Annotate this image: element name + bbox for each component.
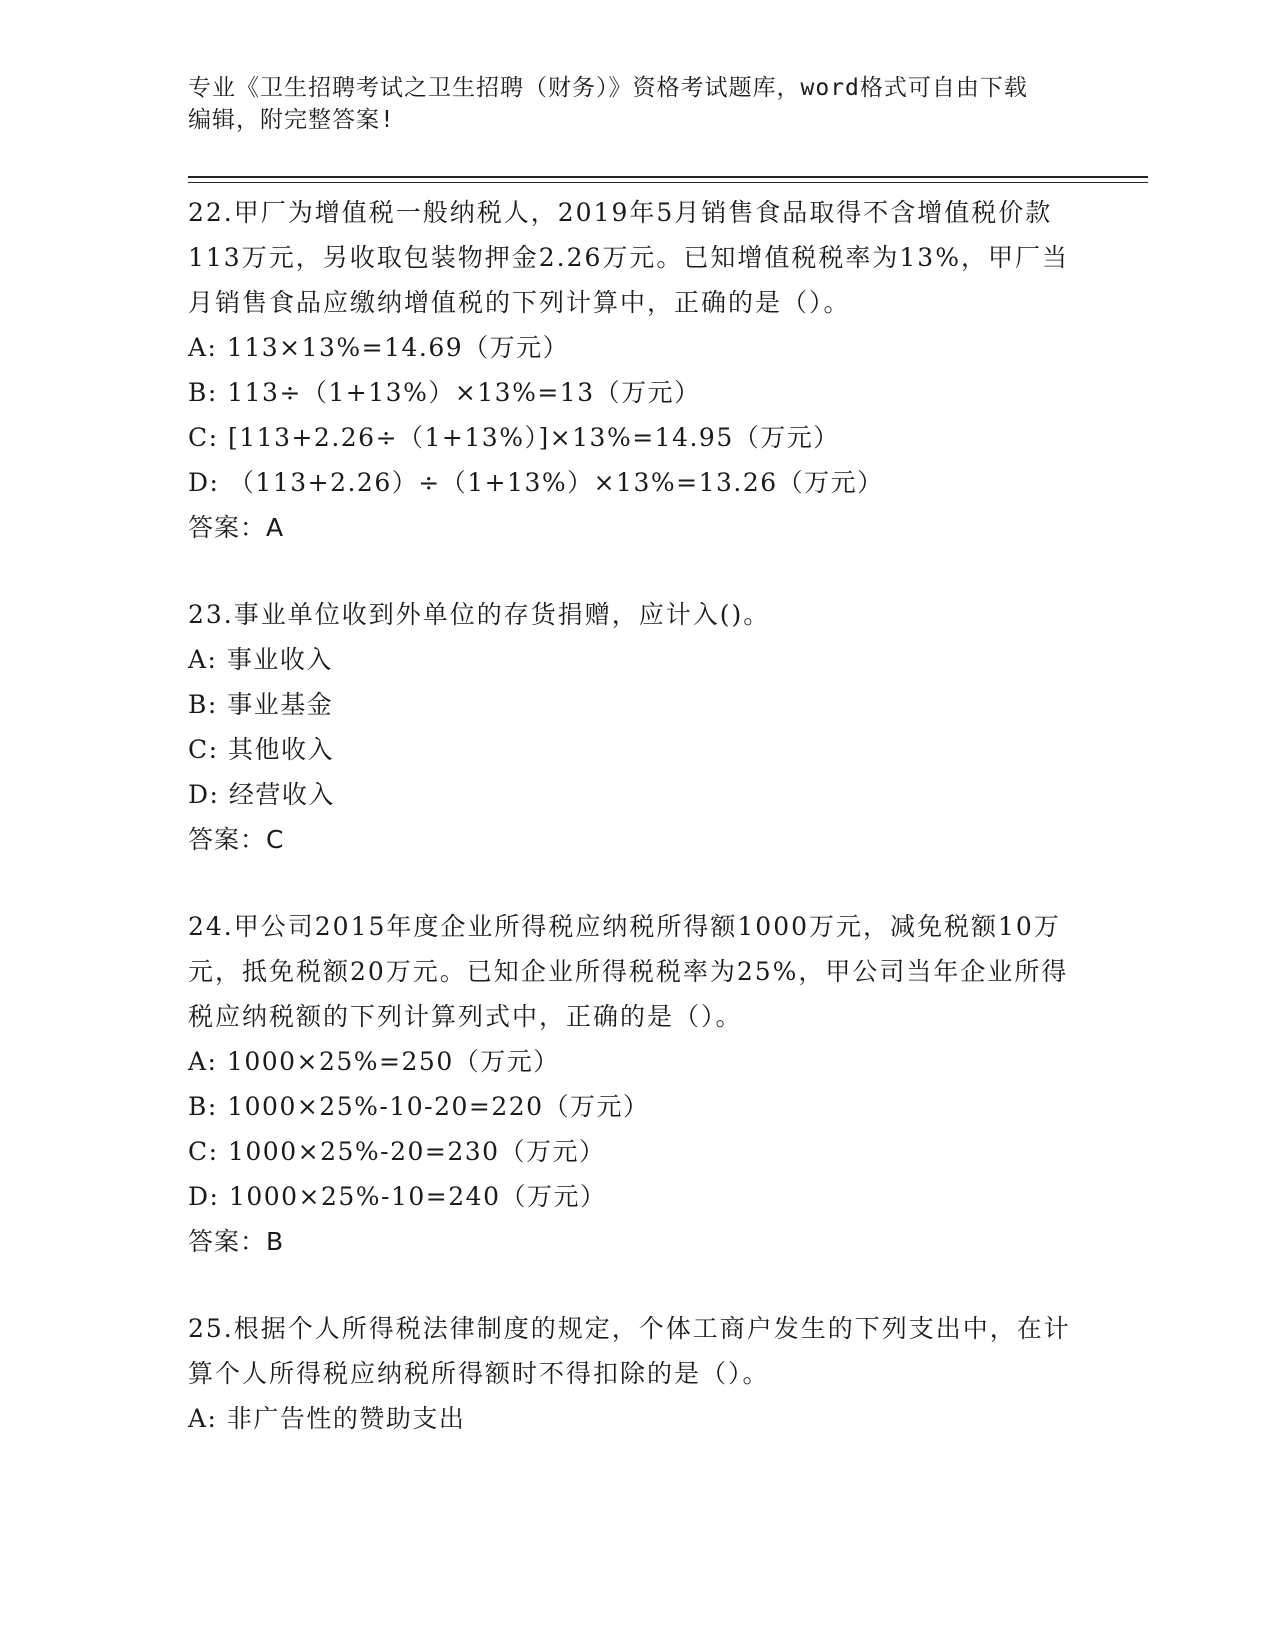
option-c: C: [113+2.26÷（1+13%）]×13%=14.95（万元） — [188, 423, 840, 452]
question-stem: 23.事业单位收到外单位的存货捐赠，应计入()。 — [188, 600, 771, 629]
option-c: C: 其他收入 — [188, 735, 334, 764]
question-stem: 22.甲厂为增值税一般纳税人，2019年5月销售食品取得不含增值税价款113万元，另收取包装物押金2.26万元。已知增值税税率为13%，甲厂当月销售食品应缴纳增值税的下列计算中，正确的是（）。 — [188, 198, 1069, 317]
header-divider-thick — [188, 176, 1148, 178]
option-d: D: 经营收入 — [188, 780, 335, 809]
option-d: D: （113+2.26）÷（1+13%）×13%=13.26（万元） — [188, 468, 884, 497]
answer-label: 答案：A — [188, 513, 285, 542]
question-25 — [188, 1306, 1088, 1441]
question-23 — [188, 592, 1088, 862]
header-line-1: 专业《卫生招聘考试之卫生招聘（财务）》资格考试题库，word格式可自由下载 — [188, 75, 1028, 101]
option-a: A: 113×13%=14.69（万元） — [188, 333, 570, 362]
header-line-2: 编辑，附完整答案! — [188, 107, 395, 133]
question-24 — [188, 904, 1088, 1264]
answer-label: 答案：B — [188, 1227, 285, 1256]
document-header — [188, 72, 1068, 136]
question-22 — [188, 190, 1088, 550]
option-a: A: 1000×25%=250（万元） — [188, 1047, 560, 1076]
option-a: A: 非广告性的赞助支出 — [188, 1404, 466, 1433]
question-list — [188, 190, 1088, 1483]
answer-label: 答案：C — [188, 825, 285, 854]
header-divider-thin — [188, 182, 1148, 183]
option-d: D: 1000×25%-10=240（万元） — [188, 1182, 607, 1211]
option-a: A: 事业收入 — [188, 645, 333, 674]
option-b: B: 113÷（1+13%）×13%=13（万元） — [188, 378, 701, 407]
question-stem: 24.甲公司2015年度企业所得税应纳税所得额1000万元，减免税额10万元，抵免税额20万元。已知企业所得税税率为25%，甲公司当年企业所得税应纳税额的下列计算列式中，正确的是（）。 — [188, 912, 1069, 1031]
question-stem: 25.根据个人所得税法律制度的规定，个体工商户发生的下列支出中，在计算个人所得税应纳税所得额时不得扣除的是（）。 — [188, 1314, 1071, 1388]
option-b: B: 事业基金 — [188, 690, 334, 719]
option-b: B: 1000×25%-10-20=220（万元） — [188, 1092, 650, 1121]
option-c: C: 1000×25%-20=230（万元） — [188, 1137, 606, 1166]
